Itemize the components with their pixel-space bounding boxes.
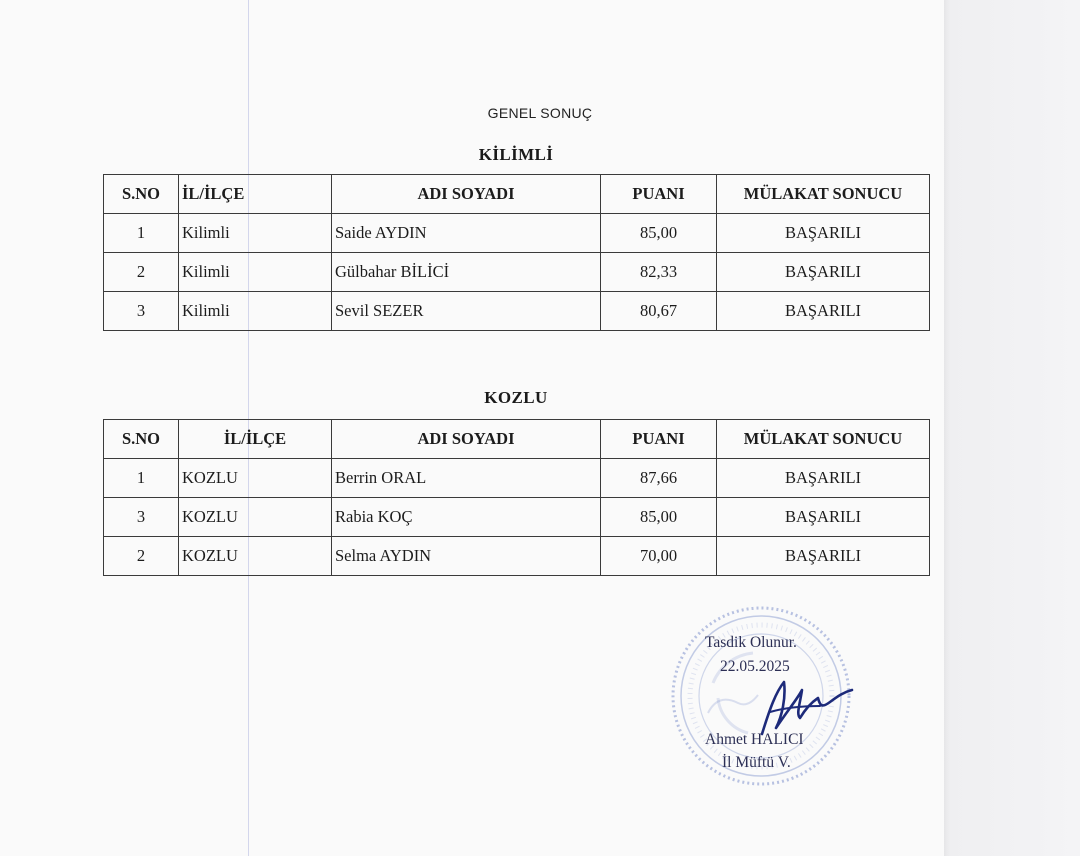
header-sno: S.NO — [104, 420, 179, 459]
cell-ilce: Kilimli — [179, 214, 332, 253]
results-table-kilimli — [103, 174, 930, 331]
general-title: GENEL SONUÇ — [487, 105, 593, 121]
approval-date: 22.05.2025 — [720, 658, 790, 675]
cell-result: BAŞARILI — [717, 292, 930, 331]
results-table-kozlu — [103, 419, 930, 576]
cell-result: BAŞARILI — [717, 498, 930, 537]
cell-score: 82,33 — [601, 253, 717, 292]
cell-name: Sevil SEZER — [332, 292, 601, 331]
cell-result: BAŞARILI — [717, 459, 930, 498]
cell-ilce: KOZLU — [179, 498, 332, 537]
table-row — [104, 537, 930, 576]
cell-score: 87,66 — [601, 459, 717, 498]
approval-line: Tasdik Olunur. — [705, 634, 797, 651]
cell-name: Rabia KOÇ — [332, 498, 601, 537]
cell-score: 80,67 — [601, 292, 717, 331]
cell-name: Selma AYDIN — [332, 537, 601, 576]
cell-score: 85,00 — [601, 214, 717, 253]
table-row — [104, 459, 930, 498]
cell-sno: 1 — [104, 214, 179, 253]
table-header-row — [104, 175, 930, 214]
cell-score: 85,00 — [601, 498, 717, 537]
cell-name: Saide AYDIN — [332, 214, 601, 253]
cell-ilce: Kilimli — [179, 253, 332, 292]
cell-ilce: KOZLU — [179, 537, 332, 576]
cell-result: BAŞARILI — [717, 253, 930, 292]
cell-ilce: KOZLU — [179, 459, 332, 498]
signer-name: Ahmet HALICI — [705, 731, 804, 748]
table-row — [104, 214, 930, 253]
page-edge-shadow — [944, 0, 1080, 856]
cell-sno: 2 — [104, 253, 179, 292]
cell-sno: 3 — [104, 498, 179, 537]
header-ilce: İL/İLÇE — [179, 420, 332, 459]
header-score: PUANI — [601, 420, 717, 459]
table-header-row — [104, 420, 930, 459]
header-score: PUANI — [601, 175, 717, 214]
header-result: MÜLAKAT SONUCU — [717, 175, 930, 214]
cell-result: BAŞARILI — [717, 214, 930, 253]
table-row — [104, 498, 930, 537]
section-title-kozlu: KOZLU — [484, 388, 548, 407]
cell-name: Berrin ORAL — [332, 459, 601, 498]
table-row — [104, 292, 930, 331]
table-row — [104, 253, 930, 292]
header-name: ADI SOYADI — [332, 175, 601, 214]
header-sno: S.NO — [104, 175, 179, 214]
cell-sno: 3 — [104, 292, 179, 331]
cell-score: 70,00 — [601, 537, 717, 576]
cell-ilce: Kilimli — [179, 292, 332, 331]
cell-name: Gülbahar BİLİCİ — [332, 253, 601, 292]
cell-sno: 1 — [104, 459, 179, 498]
header-ilce: İL/İLÇE — [179, 175, 332, 214]
section-title-kilimli: KİLİMLİ — [478, 145, 554, 164]
cell-result: BAŞARILI — [717, 537, 930, 576]
header-name: ADI SOYADI — [332, 420, 601, 459]
header-result: MÜLAKAT SONUCU — [717, 420, 930, 459]
signer-title: İl Müftü V. — [722, 754, 791, 771]
cell-sno: 2 — [104, 537, 179, 576]
